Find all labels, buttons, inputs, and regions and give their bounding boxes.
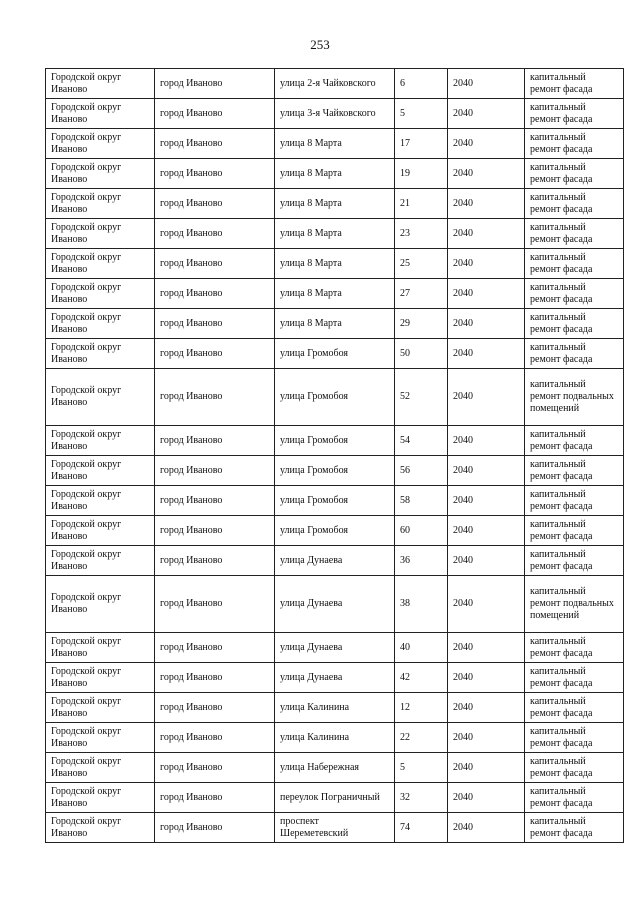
district-cell: Городской округ Иваново	[46, 129, 155, 159]
year-cell: 2040	[448, 159, 525, 189]
house-number-cell: 40	[395, 633, 448, 663]
house-number-cell: 52	[395, 369, 448, 426]
district-cell: Городской округ Иваново	[46, 576, 155, 633]
locality-cell: город Иваново	[155, 129, 275, 159]
table-row	[46, 99, 624, 129]
district-cell: Городской округ Иваново	[46, 99, 155, 129]
street-cell: улица Калинина	[275, 693, 395, 723]
year-cell: 2040	[448, 783, 525, 813]
street-cell: улица Громобоя	[275, 486, 395, 516]
locality-cell: город Иваново	[155, 486, 275, 516]
work-type-cell: капитальный ремонт фасада	[525, 129, 624, 159]
table-row	[46, 753, 624, 783]
house-number-cell: 50	[395, 339, 448, 369]
repair-schedule-table	[45, 68, 624, 843]
table-row	[46, 249, 624, 279]
year-cell: 2040	[448, 69, 525, 99]
work-type-cell: капитальный ремонт фасада	[525, 189, 624, 219]
house-number-cell: 54	[395, 426, 448, 456]
page-number: 253	[310, 37, 330, 52]
year-cell: 2040	[448, 339, 525, 369]
street-cell: улица Калинина	[275, 723, 395, 753]
street-cell: улица 2-я Чайковского	[275, 69, 395, 99]
district-cell: Городской округ Иваново	[46, 693, 155, 723]
year-cell: 2040	[448, 189, 525, 219]
street-cell: улица 8 Марта	[275, 309, 395, 339]
locality-cell: город Иваново	[155, 546, 275, 576]
district-cell: Городской округ Иваново	[46, 279, 155, 309]
table-row	[46, 813, 624, 843]
street-cell: улица Громобоя	[275, 369, 395, 426]
year-cell: 2040	[448, 369, 525, 426]
district-cell: Городской округ Иваново	[46, 456, 155, 486]
locality-cell: город Иваново	[155, 456, 275, 486]
street-cell: улица Дунаева	[275, 576, 395, 633]
table-row	[46, 693, 624, 723]
locality-cell: город Иваново	[155, 69, 275, 99]
street-cell: улица 8 Марта	[275, 219, 395, 249]
year-cell: 2040	[448, 219, 525, 249]
table-row	[46, 486, 624, 516]
locality-cell: город Иваново	[155, 279, 275, 309]
year-cell: 2040	[448, 309, 525, 339]
year-cell: 2040	[448, 546, 525, 576]
house-number-cell: 19	[395, 159, 448, 189]
year-cell: 2040	[448, 693, 525, 723]
street-cell: улица 8 Марта	[275, 129, 395, 159]
street-cell: улица Громобоя	[275, 456, 395, 486]
table-row	[46, 369, 624, 426]
year-cell: 2040	[448, 249, 525, 279]
year-cell: 2040	[448, 663, 525, 693]
locality-cell: город Иваново	[155, 753, 275, 783]
house-number-cell: 22	[395, 723, 448, 753]
street-cell: улица Громобоя	[275, 339, 395, 369]
house-number-cell: 60	[395, 516, 448, 546]
district-cell: Городской округ Иваново	[46, 339, 155, 369]
house-number-cell: 56	[395, 456, 448, 486]
work-type-cell: капитальный ремонт фасада	[525, 339, 624, 369]
district-cell: Городской округ Иваново	[46, 663, 155, 693]
table-row	[46, 663, 624, 693]
street-cell: улица 8 Марта	[275, 159, 395, 189]
house-number-cell: 42	[395, 663, 448, 693]
district-cell: Городской округ Иваново	[46, 219, 155, 249]
district-cell: Городской округ Иваново	[46, 753, 155, 783]
house-number-cell: 32	[395, 783, 448, 813]
year-cell: 2040	[448, 99, 525, 129]
table-row	[46, 279, 624, 309]
work-type-cell: капитальный ремонт подвальных помещений	[525, 369, 624, 426]
table-row	[46, 456, 624, 486]
house-number-cell: 21	[395, 189, 448, 219]
house-number-cell: 27	[395, 279, 448, 309]
locality-cell: город Иваново	[155, 576, 275, 633]
locality-cell: город Иваново	[155, 339, 275, 369]
house-number-cell: 38	[395, 576, 448, 633]
locality-cell: город Иваново	[155, 159, 275, 189]
house-number-cell: 58	[395, 486, 448, 516]
district-cell: Городской округ Иваново	[46, 189, 155, 219]
house-number-cell: 29	[395, 309, 448, 339]
street-cell: улица Громобоя	[275, 426, 395, 456]
district-cell: Городской округ Иваново	[46, 633, 155, 663]
street-cell: улица Громобоя	[275, 516, 395, 546]
house-number-cell: 23	[395, 219, 448, 249]
table-row	[46, 189, 624, 219]
work-type-cell: капитальный ремонт фасада	[525, 723, 624, 753]
work-type-cell: капитальный ремонт фасада	[525, 693, 624, 723]
table-row	[46, 219, 624, 249]
table-row	[46, 309, 624, 339]
table-row	[46, 546, 624, 576]
table-row	[46, 339, 624, 369]
locality-cell: город Иваново	[155, 99, 275, 129]
table-row	[46, 426, 624, 456]
table-row	[46, 576, 624, 633]
street-cell: проспект Шереметевский	[275, 813, 395, 843]
locality-cell: город Иваново	[155, 369, 275, 426]
locality-cell: город Иваново	[155, 189, 275, 219]
district-cell: Городской округ Иваново	[46, 783, 155, 813]
table-row	[46, 159, 624, 189]
work-type-cell: капитальный ремонт фасада	[525, 279, 624, 309]
year-cell: 2040	[448, 456, 525, 486]
locality-cell: город Иваново	[155, 783, 275, 813]
house-number-cell: 17	[395, 129, 448, 159]
year-cell: 2040	[448, 723, 525, 753]
work-type-cell: капитальный ремонт фасада	[525, 426, 624, 456]
street-cell: улица 8 Марта	[275, 249, 395, 279]
work-type-cell: капитальный ремонт фасада	[525, 783, 624, 813]
house-number-cell: 36	[395, 546, 448, 576]
work-type-cell: капитальный ремонт фасада	[525, 99, 624, 129]
street-cell: улица 8 Марта	[275, 279, 395, 309]
table-row	[46, 633, 624, 663]
locality-cell: город Иваново	[155, 633, 275, 663]
locality-cell: город Иваново	[155, 723, 275, 753]
work-type-cell: капитальный ремонт подвальных помещений	[525, 576, 624, 633]
house-number-cell: 6	[395, 69, 448, 99]
street-cell: улица Дунаева	[275, 663, 395, 693]
table-row	[46, 129, 624, 159]
locality-cell: город Иваново	[155, 813, 275, 843]
locality-cell: город Иваново	[155, 663, 275, 693]
house-number-cell: 12	[395, 693, 448, 723]
year-cell: 2040	[448, 753, 525, 783]
street-cell: улица 8 Марта	[275, 189, 395, 219]
district-cell: Городской округ Иваново	[46, 813, 155, 843]
district-cell: Городской округ Иваново	[46, 69, 155, 99]
work-type-cell: капитальный ремонт фасада	[525, 309, 624, 339]
table-row	[46, 69, 624, 99]
district-cell: Городской округ Иваново	[46, 723, 155, 753]
work-type-cell: капитальный ремонт фасада	[525, 69, 624, 99]
locality-cell: город Иваново	[155, 219, 275, 249]
district-cell: Городской округ Иваново	[46, 309, 155, 339]
work-type-cell: капитальный ремонт фасада	[525, 663, 624, 693]
house-number-cell: 25	[395, 249, 448, 279]
work-type-cell: капитальный ремонт фасада	[525, 813, 624, 843]
district-cell: Городской округ Иваново	[46, 369, 155, 426]
district-cell: Городской округ Иваново	[46, 516, 155, 546]
locality-cell: город Иваново	[155, 309, 275, 339]
district-cell: Городской округ Иваново	[46, 486, 155, 516]
district-cell: Городской округ Иваново	[46, 159, 155, 189]
year-cell: 2040	[448, 129, 525, 159]
work-type-cell: капитальный ремонт фасада	[525, 249, 624, 279]
year-cell: 2040	[448, 486, 525, 516]
street-cell: улица Дунаева	[275, 633, 395, 663]
year-cell: 2040	[448, 813, 525, 843]
district-cell: Городской округ Иваново	[46, 426, 155, 456]
house-number-cell: 74	[395, 813, 448, 843]
work-type-cell: капитальный ремонт фасада	[525, 546, 624, 576]
house-number-cell: 5	[395, 753, 448, 783]
work-type-cell: капитальный ремонт фасада	[525, 159, 624, 189]
district-cell: Городской округ Иваново	[46, 249, 155, 279]
district-cell: Городской округ Иваново	[46, 546, 155, 576]
work-type-cell: капитальный ремонт фасада	[525, 633, 624, 663]
table-row	[46, 516, 624, 546]
street-cell: улица Набережная	[275, 753, 395, 783]
table-row	[46, 783, 624, 813]
year-cell: 2040	[448, 516, 525, 546]
work-type-cell: капитальный ремонт фасада	[525, 486, 624, 516]
street-cell: улица 3-я Чайковского	[275, 99, 395, 129]
locality-cell: город Иваново	[155, 516, 275, 546]
work-type-cell: капитальный ремонт фасада	[525, 219, 624, 249]
street-cell: улица Дунаева	[275, 546, 395, 576]
locality-cell: город Иваново	[155, 249, 275, 279]
street-cell: переулок Пограничный	[275, 783, 395, 813]
year-cell: 2040	[448, 426, 525, 456]
year-cell: 2040	[448, 279, 525, 309]
year-cell: 2040	[448, 576, 525, 633]
table-row	[46, 723, 624, 753]
year-cell: 2040	[448, 633, 525, 663]
locality-cell: город Иваново	[155, 426, 275, 456]
house-number-cell: 5	[395, 99, 448, 129]
work-type-cell: капитальный ремонт фасада	[525, 516, 624, 546]
locality-cell: город Иваново	[155, 693, 275, 723]
work-type-cell: капитальный ремонт фасада	[525, 753, 624, 783]
work-type-cell: капитальный ремонт фасада	[525, 456, 624, 486]
